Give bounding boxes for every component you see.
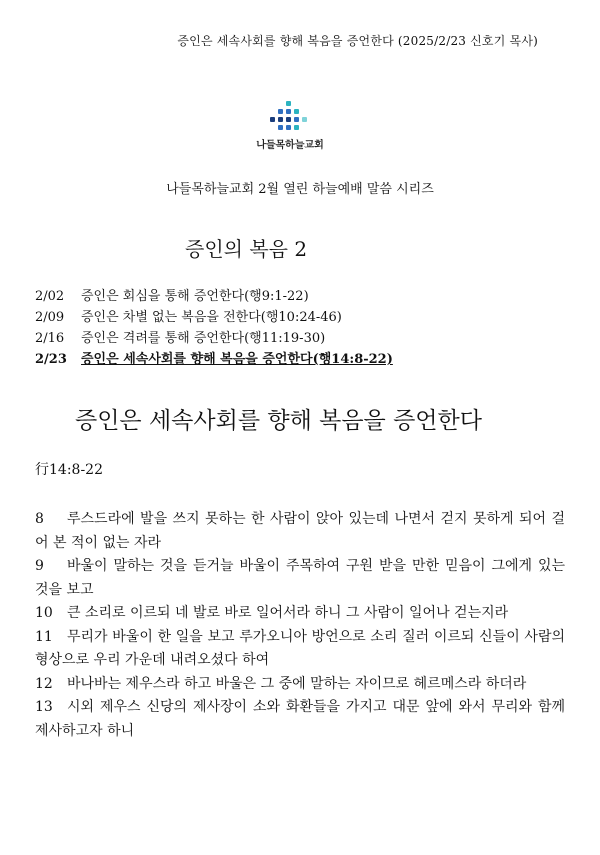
logo-wordmark: 나들목하늘교회 <box>256 140 324 151</box>
scripture-verses <box>35 508 565 743</box>
verse-text: 무리가 바울이 한 일을 보고 루가오니아 방언으로 소리 질러 이르되 신들이 사람의 형상으로 우리 가운데 내려오셨다 하여 <box>35 628 565 668</box>
verse-text: 바울이 말하는 것을 듣거늘 바울이 주목하여 구원 받을 만한 믿음이 그에게 있는 것을 보고 <box>35 558 565 598</box>
series-title: 나들목하늘교회 2월 열린 하늘예배 말씀 시리즈 <box>166 182 434 197</box>
schedule-date: 2/09 <box>35 310 65 325</box>
church-logo <box>255 100 325 160</box>
sermon-schedule <box>35 286 565 370</box>
schedule-item <box>35 328 565 349</box>
schedule-item <box>35 307 565 328</box>
verse-text: 큰 소리로 이르되 네 발로 바로 일어서라 하니 그 사람이 일어나 걷는지라 <box>67 605 509 621</box>
schedule-text: 증인은 격려를 통해 증언한다(행11:19-30) <box>81 331 326 346</box>
schedule-text: 증인은 회심을 통해 증언한다(행9:1-22) <box>81 289 309 304</box>
verse-number: 10 <box>35 605 53 621</box>
verse <box>35 555 565 602</box>
verse <box>35 673 565 697</box>
verse-number: 8 <box>35 511 44 527</box>
verse-text: 시외 제우스 신당의 제사장이 소와 화환들을 가지고 대문 앞에 와서 무리와 함께 제사하고자 하니 <box>35 699 565 739</box>
schedule-text: 증인은 차별 없는 복음을 전한다(행10:24-46) <box>81 310 342 325</box>
scripture-reference: 行14:8-22 <box>35 462 103 478</box>
verse-number: 11 <box>35 628 53 645</box>
schedule-item <box>35 286 565 307</box>
schedule-date: 2/23 <box>35 352 67 367</box>
schedule-date: 2/16 <box>35 331 65 346</box>
schedule-date: 2/02 <box>35 289 65 304</box>
verse <box>35 508 565 555</box>
sermon-title: 증인은 세속사회를 향해 복음을 증언한다 <box>75 408 482 434</box>
verse-number: 12 <box>35 675 53 692</box>
main-title: 증인의 복음 2 <box>185 237 308 261</box>
verse-text: 루스드라에 발을 쓰지 못하는 한 사람이 앉아 있는데 나면서 걷지 못하게 되어 걸어 본 적이 없는 자라 <box>35 511 565 551</box>
verse-text: 바나바는 제우스라 하고 바울은 그 중에 말하는 자이므로 헤르메스라 하더라 <box>67 675 527 692</box>
schedule-text: 증인은 세속사회를 향해 복음을 증언한다(행14:8-22) <box>81 352 393 367</box>
schedule-item-current <box>35 349 565 370</box>
verse <box>35 696 565 743</box>
page-header: 증인은 세속사회를 향해 복음을 증언한다 (2025/2/23 신호기 목사) <box>177 34 538 48</box>
verse-number: 13 <box>35 699 53 715</box>
verse <box>35 626 565 673</box>
verse-number: 9 <box>35 558 44 574</box>
verse <box>35 602 565 626</box>
logo-mark-icon <box>268 100 312 130</box>
